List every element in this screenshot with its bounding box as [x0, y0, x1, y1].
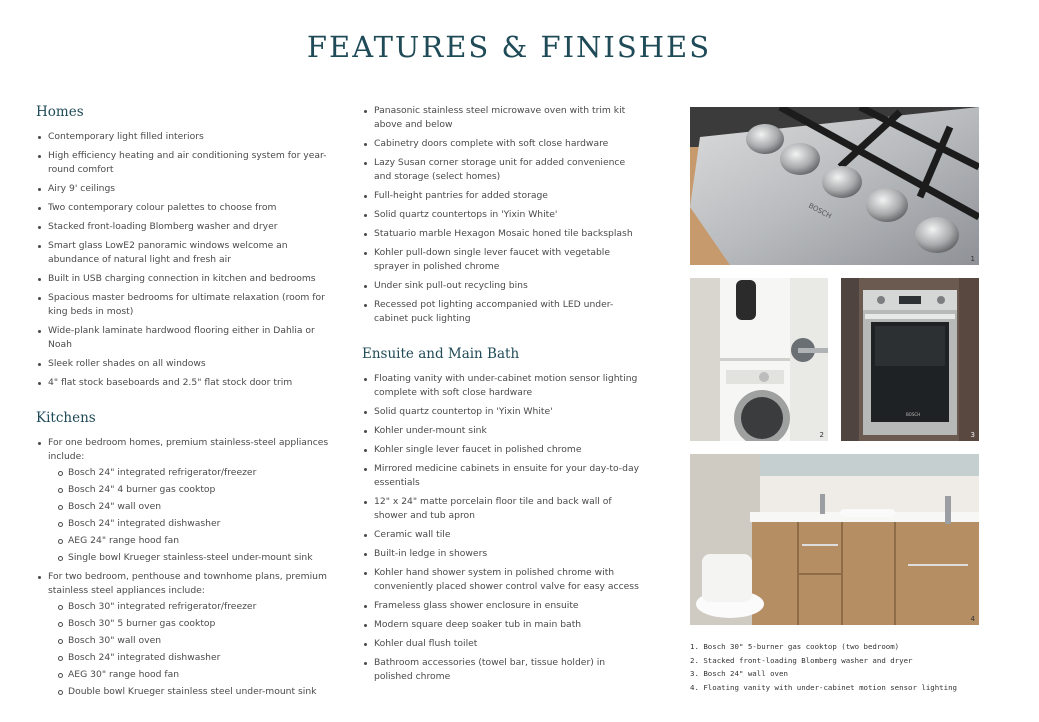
list-item: Ceramic wall tile — [362, 528, 642, 542]
list-item: Smart glass LowE2 panoramic windows welcome an abundance of natural light and fresh air — [36, 239, 336, 267]
sub-list-item: Single bowl Krueger stainless-steel under-mount sink — [57, 551, 336, 565]
sub-list-item: Bosch 30" integrated refrigerator/freezer — [57, 600, 336, 614]
two-bed-appliances — [57, 600, 336, 699]
left-column — [36, 104, 336, 704]
list-item: 12" x 24" matte porcelain floor tile and back wall of shower and tub apron — [362, 495, 642, 523]
list-item: Mirrored medicine cabinets in ensuite for your day-to-day essentials — [362, 462, 642, 490]
photo-number: 3 — [970, 431, 975, 439]
homes-list — [36, 130, 336, 390]
list-item: Statuario marble Hexagon Mosaic honed tile backsplash — [362, 227, 642, 241]
list-item: Spacious master bedrooms for ultimate relaxation (room for king beds in most) — [36, 291, 336, 319]
list-item: Sleek roller shades on all windows — [36, 357, 336, 371]
list-item: Wide-plank laminate hardwood flooring either in Dahlia or Noah — [36, 324, 336, 352]
list-item: Panasonic stainless steel microwave oven with trim kit above and below — [362, 104, 642, 132]
sub-list-item: Bosch 24" 4 burner gas cooktop — [57, 483, 336, 497]
cooktop-illustration — [690, 107, 979, 265]
list-item: 4" flat stock baseboards and 2.5" flat stock door trim — [36, 376, 336, 390]
sub-list-item: Bosch 30" wall oven — [57, 634, 336, 648]
middle-column — [362, 104, 642, 689]
wall-oven-illustration — [841, 278, 979, 441]
bath-list — [362, 372, 642, 684]
photo-number: 1 — [970, 255, 975, 263]
list-item: Kohler single lever faucet in polished chrome — [362, 443, 642, 457]
sub-list-item: AEG 24" range hood fan — [57, 534, 336, 548]
list-item: Frameless glass shower enclosure in ensuite — [362, 599, 642, 613]
list-item: Under sink pull-out recycling bins — [362, 279, 642, 293]
sub-list-item: Bosch 24" integrated refrigerator/freezer — [57, 466, 336, 480]
one-bed-intro: For one bedroom homes, premium stainless-steel appliances include: — [48, 437, 329, 462]
list-item: Cabinetry doors complete with soft close hardware — [362, 137, 642, 151]
caption: 1. Bosch 30" 5-burner gas cooktop (two bedroom) — [690, 642, 900, 651]
list-item: Kohler under-mount sink — [362, 424, 642, 438]
washer-dryer-photo — [690, 278, 828, 441]
list-item — [36, 570, 336, 699]
list-item: Kohler dual flush toilet — [362, 637, 642, 651]
list-item: Recessed pot lighting accompanied with LED under-cabinet puck lighting — [362, 298, 642, 326]
list-item: Solid quartz countertop in 'Yixin White' — [362, 405, 642, 419]
list-item: Full-height pantries for added storage — [362, 189, 642, 203]
sub-list-item: Bosch 24" integrated dishwasher — [57, 517, 336, 531]
caption: 3. Bosch 24" wall oven — [690, 669, 788, 678]
list-item: Bathroom accessories (towel bar, tissue holder) in polished chrome — [362, 656, 642, 684]
bath-heading: Ensuite and Main Bath — [362, 346, 520, 362]
photo-number: 4 — [970, 615, 975, 623]
vanity-illustration — [690, 454, 979, 625]
sub-list-item: Double bowl Krueger stainless steel under-mount sink — [57, 685, 336, 699]
list-item: Contemporary light filled interiors — [36, 130, 336, 144]
two-bed-intro: For two bedroom, penthouse and townhome plans, premium stainless steel appliances include: — [48, 571, 327, 596]
oven-brand: BOSCH — [906, 412, 921, 417]
cooktop-photo — [690, 107, 979, 265]
list-item: Modern square deep soaker tub in main bath — [362, 618, 642, 632]
list-item: Two contemporary colour palettes to choose from — [36, 201, 336, 215]
list-item: Floating vanity with under-cabinet motion sensor lighting complete with soft close hardware — [362, 372, 642, 400]
kitchens-list-continued — [362, 104, 642, 326]
page-title: FEATURES & FINISHES — [306, 30, 712, 64]
photo-number: 2 — [819, 431, 824, 439]
caption: 4. Floating vanity with under-cabinet motion sensor lighting — [690, 682, 957, 692]
list-item: Built-in ledge in showers — [362, 547, 642, 561]
cooktop-brand: BOSCH — [807, 201, 833, 221]
list-item: Solid quartz countertops in 'Yixin White' — [362, 208, 642, 222]
homes-heading: Homes — [36, 104, 84, 120]
photo-captions — [690, 640, 990, 694]
list-item — [36, 436, 336, 565]
list-item: Built in USB charging connection in kitchen and bedrooms — [36, 272, 336, 286]
sub-list-item: AEG 30" range hood fan — [57, 668, 336, 682]
caption: 2. Stacked front-loading Blomberg washer and dryer — [690, 655, 913, 665]
list-item: Airy 9' ceilings — [36, 182, 336, 196]
sub-list-item: Bosch 24" integrated dishwasher — [57, 651, 336, 665]
sub-list-item: Bosch 30" 5 burner gas cooktop — [57, 617, 336, 631]
list-item: Kohler pull-down single lever faucet with vegetable sprayer in polished chrome — [362, 246, 642, 274]
one-bed-appliances — [57, 466, 336, 565]
washer-dryer-illustration — [690, 278, 828, 441]
kitchens-list — [36, 436, 336, 699]
wall-oven-photo — [841, 278, 979, 441]
sub-list-item: Bosch 24" wall oven — [57, 500, 336, 514]
vanity-photo — [690, 454, 979, 625]
list-item: High efficiency heating and air conditioning system for year-round comfort — [36, 149, 336, 177]
list-item: Stacked front-loading Blomberg washer and dryer — [36, 220, 336, 234]
list-item: Kohler hand shower system in polished chrome with conveniently placed shower control valve for easy access — [362, 566, 642, 594]
kitchens-heading: Kitchens — [36, 410, 96, 426]
list-item: Lazy Susan corner storage unit for added convenience and storage (select homes) — [362, 156, 642, 184]
